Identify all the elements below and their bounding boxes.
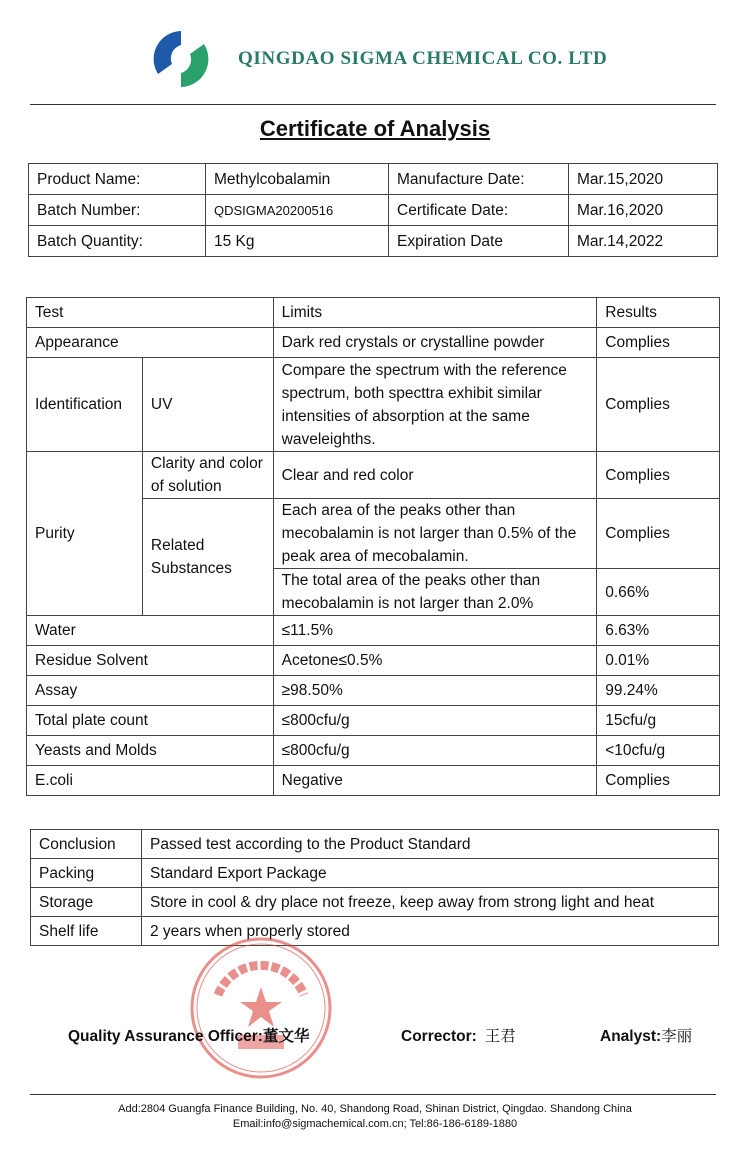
conclusion-table [30,829,719,946]
batch-quantity-value: 15 Kg [206,226,389,257]
product-name-label: Product Name: [29,164,206,195]
table-row-result: Complies [597,766,720,796]
identification-result: Complies [597,358,720,452]
purity-related-result-1: Complies [597,499,720,569]
analyst-signature [600,1024,692,1046]
packing-value: Standard Export Package [142,859,719,888]
product-name-value: Methylcobalamin [206,164,389,195]
test-header: Test [27,298,274,328]
identification-sub: UV [142,358,273,452]
batch-number-label: Batch Number: [29,195,206,226]
table-row-test: Assay [27,676,274,706]
shelf-life-value: 2 years when properly stored [142,917,719,946]
conclusion-value: Passed test according to the Product Standard [142,830,719,859]
identification-limit: Compare the spectrum with the reference spectrum, both specttra exhibit similar intensities of absorption at the same waveleighths. [273,358,597,452]
identification-test: Identification [27,358,143,452]
table-row-result: Complies [597,328,720,358]
footer [0,1102,750,1132]
table-row-limit: Acetone≤0.5% [273,646,597,676]
table-row-result: 15cfu/g [597,706,720,736]
page-title: Certificate of Analysis [259,116,491,141]
purity-related-result-2: 0.66% [597,569,720,616]
table-row-result: <10cfu/g [597,736,720,766]
purity-clarity-limit: Clear and red color [273,452,597,499]
footer-address: Add:2804 Guangfa Finance Building, No. 40, Shandong Road, Shinan District, Qingdao. Shandong China [118,1103,632,1115]
table-row-test: E.coli [27,766,274,796]
purity-clarity-result: Complies [597,452,720,499]
company-logo-icon [150,28,212,90]
footer-divider [30,1094,716,1095]
storage-value: Store in cool & dry place not freeze, keep away from strong light and heat [142,888,719,917]
purity-clarity-sub: Clarity and color of solution [142,452,273,499]
corrector-name: 王君 [484,1028,516,1045]
analyst-name: 李丽 [661,1028,693,1045]
corrector-signature [401,1024,516,1046]
expiration-date-label: Expiration Date [389,226,569,257]
expiration-date-value: Mar.14,2022 [569,226,718,257]
table-row-test: Yeasts and Molds [27,736,274,766]
company-name: QINGDAO SIGMA CHEMICAL CO. LTD [238,48,608,69]
batch-quantity-label: Batch Quantity: [29,226,206,257]
table-row-result: 99.24% [597,676,720,706]
table-row-test: Water [27,616,274,646]
storage-label: Storage [31,888,142,917]
purity-related-limit-2: The total area of the peaks other than mecobalamin is not larger than 2.0% [273,569,597,616]
table-row-limit: ≤800cfu/g [273,736,597,766]
corrector-label: Corrector: [401,1028,477,1045]
table-row-limit: ≥98.50% [273,676,597,706]
shelf-life-label: Shelf life [31,917,142,946]
table-row-limit: Negative [273,766,597,796]
table-row-test: Appearance [27,328,274,358]
header-divider [30,104,716,105]
table-row-limit: ≤11.5% [273,616,597,646]
footer-contact: Email:info@sigmachemical.com.cn; Tel:86-186-6189-1880 [232,1118,518,1130]
qa-officer-name: 董文华 [262,1028,310,1045]
results-header: Results [597,298,720,328]
table-row-test: Residue Solvent [27,646,274,676]
manufacture-date-value: Mar.15,2020 [569,164,718,195]
table-row-test: Total plate count [27,706,274,736]
product-info-table [28,163,718,257]
limits-header: Limits [273,298,597,328]
qa-officer-signature [68,1024,309,1046]
table-row-limit: Dark red crystals or crystalline powder [273,328,597,358]
packing-label: Packing [31,859,142,888]
table-row-result: 6.63% [597,616,720,646]
company-seal-stamp [188,935,334,1081]
analyst-label: Analyst: [600,1028,662,1045]
manufacture-date-label: Manufacture Date: [389,164,569,195]
conclusion-label: Conclusion [31,830,142,859]
certificate-date-value: Mar.16,2020 [569,195,718,226]
table-row-limit: ≤800cfu/g [273,706,597,736]
table-row-result: 0.01% [597,646,720,676]
purity-related-limit-1: Each area of the peaks other than mecobalamin is not larger than 0.5% of the peak area of mecobalamin. [273,499,597,569]
purity-related-sub: Related Substances [142,499,273,616]
certificate-date-label: Certificate Date: [389,195,569,226]
purity-test: Purity [27,452,143,616]
batch-number-value: QDSIGMA20200516 [206,195,389,226]
qa-officer-label: Quality Assurance Officer: [68,1028,263,1045]
test-results-table [26,297,720,796]
